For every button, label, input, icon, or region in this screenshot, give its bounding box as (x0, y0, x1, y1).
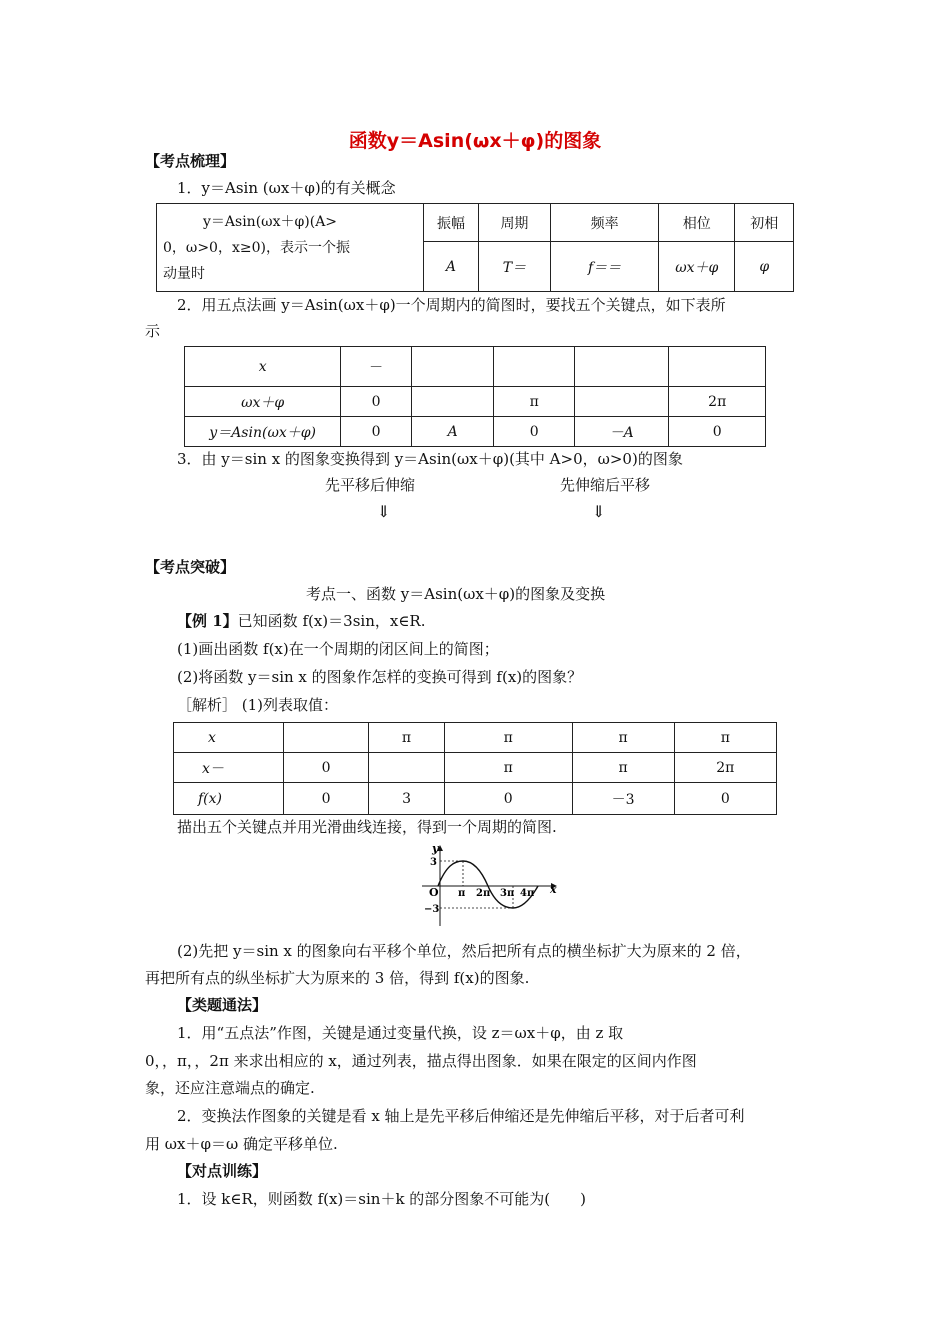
item-2-text: 2．用五点法画 y＝Asin(ωx＋φ)一个周期内的简图时，要找五个关键点，如下表所 (177, 296, 726, 314)
t2-cell: 0 (341, 417, 412, 447)
header-period: 周期 (478, 204, 550, 242)
section-heading-methods: 【类题通法】 (177, 996, 268, 1014)
t2-cell: ωx＋φ (185, 387, 341, 417)
method-2-text-cont: 用 ωx＋φ＝ω 确定平移单位. (145, 1135, 338, 1153)
t2-cell: 2π (669, 387, 766, 417)
method-scale-first: 先伸缩后平移 (560, 476, 651, 494)
t3-cell: π (674, 723, 776, 753)
question-2: (2)将函数 y＝sin x 的图象作怎样的变换可得到 f(x)的图象？ (177, 668, 583, 686)
x-tick-label: 3π (500, 888, 515, 899)
y-axis-label: y (432, 842, 439, 855)
part2-text-cont: 再把所有点的纵坐标扩大为原来的 3 倍，得到 f(x)的图象. (145, 969, 530, 987)
t2-cell: 0 (669, 417, 766, 447)
t2-cell: y＝Asin(ωx＋φ) (185, 417, 341, 447)
t2-cell (575, 347, 669, 387)
t2-cell: －A (575, 417, 669, 447)
page-title: 函数y＝Asin(ωx＋φ)的图象 (348, 130, 602, 152)
t3-cell: f(x) (174, 783, 284, 815)
method-1-text-end: 象，还应注意端点的确定. (145, 1079, 315, 1097)
concept-description (157, 204, 424, 292)
t3-cell: x－ (174, 753, 284, 783)
concept-desc-line-2: 0，ω>0，x≥0)，表示一个振 (163, 239, 350, 256)
header-initial-phase: 初相 (735, 204, 794, 242)
t3-cell: π (444, 753, 572, 783)
value-amplitude: A (424, 242, 479, 292)
connect-text: 描出五个关键点并用光滑曲线连接，得到一个周期的简图. (177, 818, 557, 836)
method-1-text: 1．用“五点法”作图，关键是通过变量代换，设 z＝ωx＋φ，由 z 取 (177, 1024, 624, 1042)
method-2-text: 2．变换法作图象的关键是看 x 轴上是先平移后伸缩还是先伸缩后平移，对于后者可利 (177, 1107, 745, 1125)
header-amplitude: 振幅 (424, 204, 479, 242)
t3-cell (369, 753, 445, 783)
y-tick-label: −3 (424, 904, 440, 915)
concept-desc-line-1: y＝Asin(ωx＋φ)(A> (203, 213, 338, 230)
example-label: 【例 1】 (177, 612, 238, 630)
t2-cell (575, 387, 669, 417)
method-translate-first: 先平移后伸缩 (325, 476, 416, 494)
method-1-text-cont: 0，，π，，2π 来求出相应的 x，通过列表，描点得出图象．如果在限定的区间内作图 (145, 1052, 697, 1070)
example-text: 已知函数 f(x)＝3sin，x∈R. (237, 612, 426, 630)
section-heading-training: 【对点训练】 (177, 1162, 268, 1180)
t2-cell (411, 387, 494, 417)
t2-cell (494, 347, 575, 387)
t3-cell: 0 (284, 753, 369, 783)
value-period: T＝ (478, 242, 550, 292)
t3-cell: 0 (674, 783, 776, 815)
down-arrow-icon: ⇓ (377, 502, 391, 521)
item-1-text: 1．y＝Asin (ωx＋φ)的有关概念 (177, 179, 396, 197)
x-tick-label: π (458, 888, 466, 899)
t3-cell: π (572, 723, 674, 753)
value-table (173, 722, 777, 815)
t3-cell (284, 723, 369, 753)
t3-cell: －3 (572, 783, 674, 815)
t2-cell: x (185, 347, 341, 387)
down-arrow-icon: ⇓ (592, 502, 606, 521)
example-1 (177, 610, 425, 631)
header-phase: 相位 (659, 204, 735, 242)
item-2-text-cont: 示 (145, 322, 161, 340)
section-heading-review: 【考点梳理】 (145, 152, 236, 170)
value-phase: ωx＋φ (659, 242, 735, 292)
x-tick-label: 4π (520, 888, 535, 899)
sine-curve (438, 861, 538, 908)
five-point-table (184, 346, 766, 447)
t2-cell (669, 347, 766, 387)
t2-cell: π (494, 387, 575, 417)
value-frequency: f＝＝ (551, 242, 659, 292)
t3-cell: 0 (284, 783, 369, 815)
t3-cell: 3 (369, 783, 445, 815)
t3-cell: π (572, 753, 674, 783)
t2-cell: 0 (341, 387, 412, 417)
question-1: (1)画出函数 f(x)在一个周期的闭区间上的简图； (177, 640, 499, 658)
value-initial-phase: φ (735, 242, 794, 292)
t3-cell: x (174, 723, 284, 753)
t3-cell: π (444, 723, 572, 753)
t3-cell: 2π (674, 753, 776, 783)
t2-cell: － (341, 347, 412, 387)
part2-text: (2)先把 y＝sin x 的图象向右平移个单位，然后把所有点的横坐标扩大为原来的 2 倍， (177, 942, 751, 960)
t2-cell: 0 (494, 417, 575, 447)
y-tick-label: 3 (430, 857, 437, 868)
t3-cell: π (369, 723, 445, 753)
concept-desc-line-3: 动量时 (163, 265, 205, 282)
header-frequency: 频率 (551, 204, 659, 242)
x-axis-label: x (550, 883, 557, 896)
training-question-1: 1．设 k∈R，则函数 f(x)＝sin＋k 的部分图象不可能为( ) (177, 1190, 587, 1208)
solution-intro: ［解析］ (1)列表取值： (177, 696, 339, 714)
x-tick-label: 2π (476, 888, 491, 899)
origin-label: O (429, 886, 439, 899)
item-3-text: 3．由 y＝sin x 的图象变换得到 y＝Asin(ωx＋φ)(其中 A>0，ω>0)的图象 (177, 450, 683, 468)
t2-cell (411, 347, 494, 387)
concept-table (156, 203, 794, 292)
topic-subtitle: 考点一、函数 y＝Asin(ωx＋φ)的图象及变换 (306, 585, 606, 603)
section-heading-breakthrough: 【考点突破】 (145, 558, 236, 576)
sine-graph (416, 842, 562, 928)
t2-cell: A (411, 417, 494, 447)
t3-cell: 0 (444, 783, 572, 815)
